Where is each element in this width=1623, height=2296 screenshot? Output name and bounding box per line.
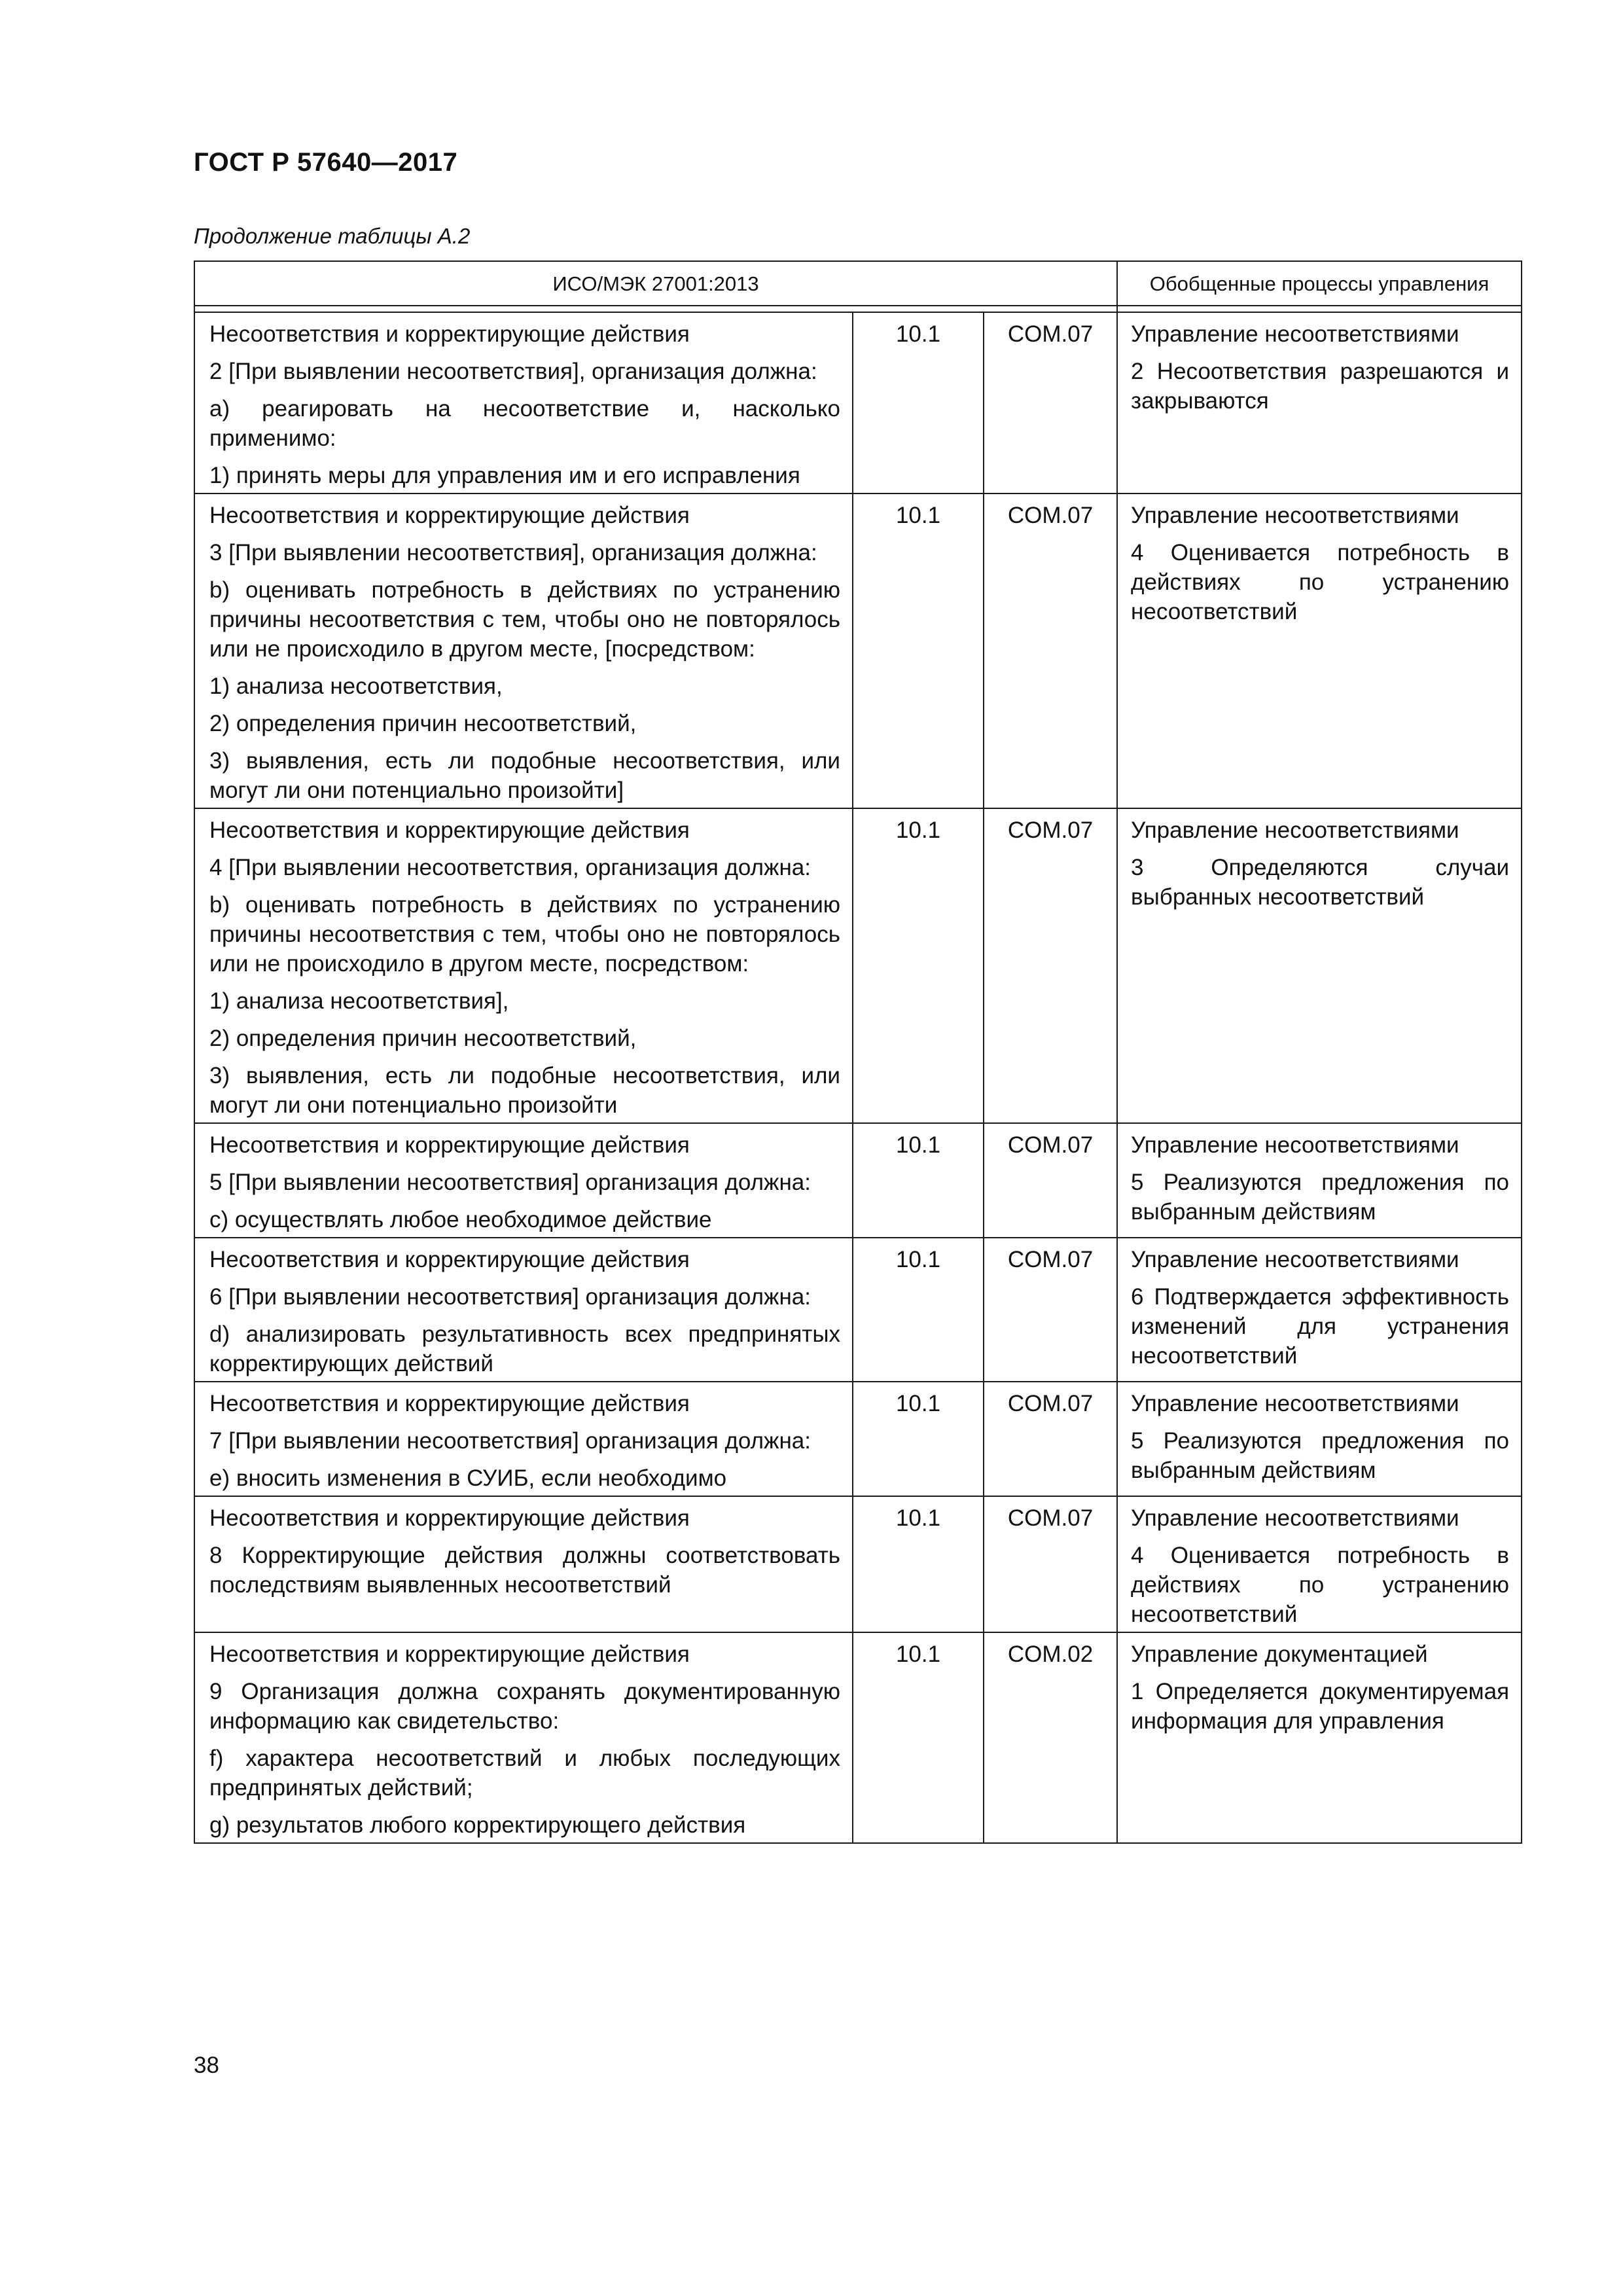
requirement-line: 8 Корректирующие действия должны соответствовать последствиям выявленных несоответствий bbox=[209, 1543, 840, 1598]
requirement-line: f) характера несоответствий и любых последующих предпринятых действий; bbox=[209, 1746, 840, 1801]
process-code-cell: COM.07 bbox=[984, 1238, 1117, 1382]
generalized-process-line: 4 Оценивается потребность в действиях по устранению несоответствий bbox=[1131, 540, 1510, 624]
requirement-line: 7 [При выявлении несоответствия] организация должна: bbox=[209, 1428, 811, 1454]
generalized-process-line: 6 Подтверждается эффективность изменений для устранения несоответствий bbox=[1131, 1284, 1510, 1369]
table-row bbox=[194, 312, 1522, 493]
process-code-cell: COM.07 bbox=[984, 808, 1117, 1123]
page-number: 38 bbox=[194, 2053, 219, 2078]
header-spacer-row bbox=[194, 306, 1522, 312]
requirement-line: 6 [При выявлении несоответствия] организация должна: bbox=[209, 1284, 811, 1310]
requirement-text-cell bbox=[194, 1238, 853, 1382]
generalized-process-cell bbox=[1117, 1382, 1522, 1496]
generalized-process-line: Управление несоответствиями bbox=[1131, 1247, 1459, 1272]
requirement-line: Несоответствия и корректирующие действия bbox=[209, 1132, 690, 1158]
requirement-line: Несоответствия и корректирующие действия bbox=[209, 503, 690, 528]
process-code-cell: COM.07 bbox=[984, 1123, 1117, 1238]
column-header-iso: ИСО/МЭК 27001:2013 bbox=[194, 261, 1117, 306]
generalized-process-cell bbox=[1117, 1238, 1522, 1382]
table-row bbox=[194, 1496, 1522, 1632]
generalized-process-line: Управление несоответствиями bbox=[1131, 1132, 1459, 1158]
requirement-line: e) вносить изменения в СУИБ, если необходимо bbox=[209, 1465, 727, 1491]
requirement-line: b) оценивать потребность в действиях по устранению причины несоответствия с тем, чтобы оно не повторялось или не происходило в другом месте, посредством: bbox=[209, 892, 840, 977]
requirement-line: Несоответствия и корректирующие действия bbox=[209, 1391, 690, 1416]
requirement-text-cell bbox=[194, 493, 853, 808]
clause-number-cell: 10.1 bbox=[853, 1382, 984, 1496]
generalized-process-line: Управление несоответствиями bbox=[1131, 1505, 1459, 1531]
requirement-line: 1) принять меры для управления им и его исправления bbox=[209, 463, 800, 488]
requirement-line: 1) анализа несоответствия, bbox=[209, 673, 503, 699]
generalized-process-line: Управление несоответствиями bbox=[1131, 817, 1459, 843]
generalized-process-line: Управление несоответствиями bbox=[1131, 1391, 1459, 1416]
requirement-text-cell bbox=[194, 312, 853, 493]
generalized-process-cell bbox=[1117, 493, 1522, 808]
requirement-text-cell bbox=[194, 1632, 853, 1843]
generalized-process-cell bbox=[1117, 1123, 1522, 1238]
generalized-process-line: 4 Оценивается потребность в действиях по устранению несоответствий bbox=[1131, 1543, 1510, 1627]
requirement-line: 2) определения причин несоответствий, bbox=[209, 711, 637, 736]
table-body bbox=[194, 312, 1522, 1843]
generalized-process-line: Управление несоответствиями bbox=[1131, 503, 1459, 528]
generalized-process-line: Управление документацией bbox=[1131, 1641, 1428, 1667]
generalized-process-line: 2 Несоответствия разрешаются и закрываются bbox=[1131, 359, 1510, 414]
requirement-line: Несоответствия и корректирующие действия bbox=[209, 321, 690, 347]
generalized-process-line: 1 Определяется документируемая информация для управления bbox=[1131, 1679, 1510, 1734]
generalized-process-cell bbox=[1117, 312, 1522, 493]
column-header-processes: Обобщенные процессы управления bbox=[1117, 261, 1522, 306]
generalized-process-line: 3 Определяются случаи выбранных несоответствий bbox=[1131, 855, 1510, 910]
requirement-text-cell bbox=[194, 1123, 853, 1238]
requirement-line: c) осуществлять любое необходимое действие bbox=[209, 1207, 712, 1232]
generalized-process-line: Управление несоответствиями bbox=[1131, 321, 1459, 347]
process-code-cell: COM.07 bbox=[984, 1496, 1117, 1632]
table-row bbox=[194, 493, 1522, 808]
table-row bbox=[194, 1382, 1522, 1496]
requirement-text-cell bbox=[194, 1496, 853, 1632]
document-code: ГОСТ Р 57640—2017 bbox=[194, 148, 458, 177]
clause-number-cell: 10.1 bbox=[853, 808, 984, 1123]
requirement-line: 9 Организация должна сохранять документированную информацию как свидетельство: bbox=[209, 1679, 840, 1734]
table-caption: Продолжение таблицы А.2 bbox=[194, 224, 471, 248]
clause-number-cell: 10.1 bbox=[853, 1632, 984, 1843]
process-code-cell: COM.07 bbox=[984, 312, 1117, 493]
generalized-process-line: 5 Реализуются предложения по выбранным действиям bbox=[1131, 1428, 1510, 1483]
table-row bbox=[194, 808, 1522, 1123]
requirement-line: 4 [При выявлении несоответствия, организация должна: bbox=[209, 855, 811, 880]
generalized-process-cell bbox=[1117, 1496, 1522, 1632]
requirement-line: Несоответствия и корректирующие действия bbox=[209, 1641, 690, 1667]
clause-number-cell: 10.1 bbox=[853, 1496, 984, 1632]
requirement-line: Несоответствия и корректирующие действия bbox=[209, 1247, 690, 1272]
clause-number-cell: 10.1 bbox=[853, 312, 984, 493]
requirement-line: Несоответствия и корректирующие действия bbox=[209, 1505, 690, 1531]
requirement-line: b) оценивать потребность в действиях по устранению причины несоответствия с тем, чтобы оно не повторялось или не происходило в другом месте, [посредством: bbox=[209, 577, 840, 662]
table-row bbox=[194, 1238, 1522, 1382]
mapping-table bbox=[194, 260, 1522, 1844]
requirement-line: Несоответствия и корректирующие действия bbox=[209, 817, 690, 843]
requirement-text-cell bbox=[194, 808, 853, 1123]
process-code-cell: COM.07 bbox=[984, 493, 1117, 808]
requirement-line: 3) выявления, есть ли подобные несоответствия, или могут ли они потенциально произойти bbox=[209, 1063, 840, 1118]
generalized-process-cell bbox=[1117, 1632, 1522, 1843]
clause-number-cell: 10.1 bbox=[853, 1238, 984, 1382]
requirement-line: d) анализировать результативность всех предпринятых корректирующих действий bbox=[209, 1321, 840, 1376]
clause-number-cell: 10.1 bbox=[853, 493, 984, 808]
generalized-process-line: 5 Реализуются предложения по выбранным действиям bbox=[1131, 1170, 1510, 1225]
clause-number-cell: 10.1 bbox=[853, 1123, 984, 1238]
generalized-process-cell bbox=[1117, 808, 1522, 1123]
requirement-line: g) результатов любого корректирующего действия bbox=[209, 1812, 746, 1838]
requirement-line: 3) выявления, есть ли подобные несоответствия, или могут ли они потенциально произойти] bbox=[209, 748, 840, 803]
table-row bbox=[194, 1632, 1522, 1843]
requirement-line: 3 [При выявлении несоответствия], организация должна: bbox=[209, 540, 817, 565]
requirement-text-cell bbox=[194, 1382, 853, 1496]
process-code-cell: COM.07 bbox=[984, 1382, 1117, 1496]
process-code-cell: COM.02 bbox=[984, 1632, 1117, 1843]
requirement-line: 5 [При выявлении несоответствия] организация должна: bbox=[209, 1170, 811, 1195]
requirement-line: 2 [При выявлении несоответствия], организация должна: bbox=[209, 359, 817, 384]
requirement-line: 1) анализа несоответствия], bbox=[209, 988, 509, 1014]
requirement-line: a) реагировать на несоответствие и, насколько применимо: bbox=[209, 396, 840, 451]
requirement-line: 2) определения причин несоответствий, bbox=[209, 1026, 637, 1051]
table-row bbox=[194, 1123, 1522, 1238]
